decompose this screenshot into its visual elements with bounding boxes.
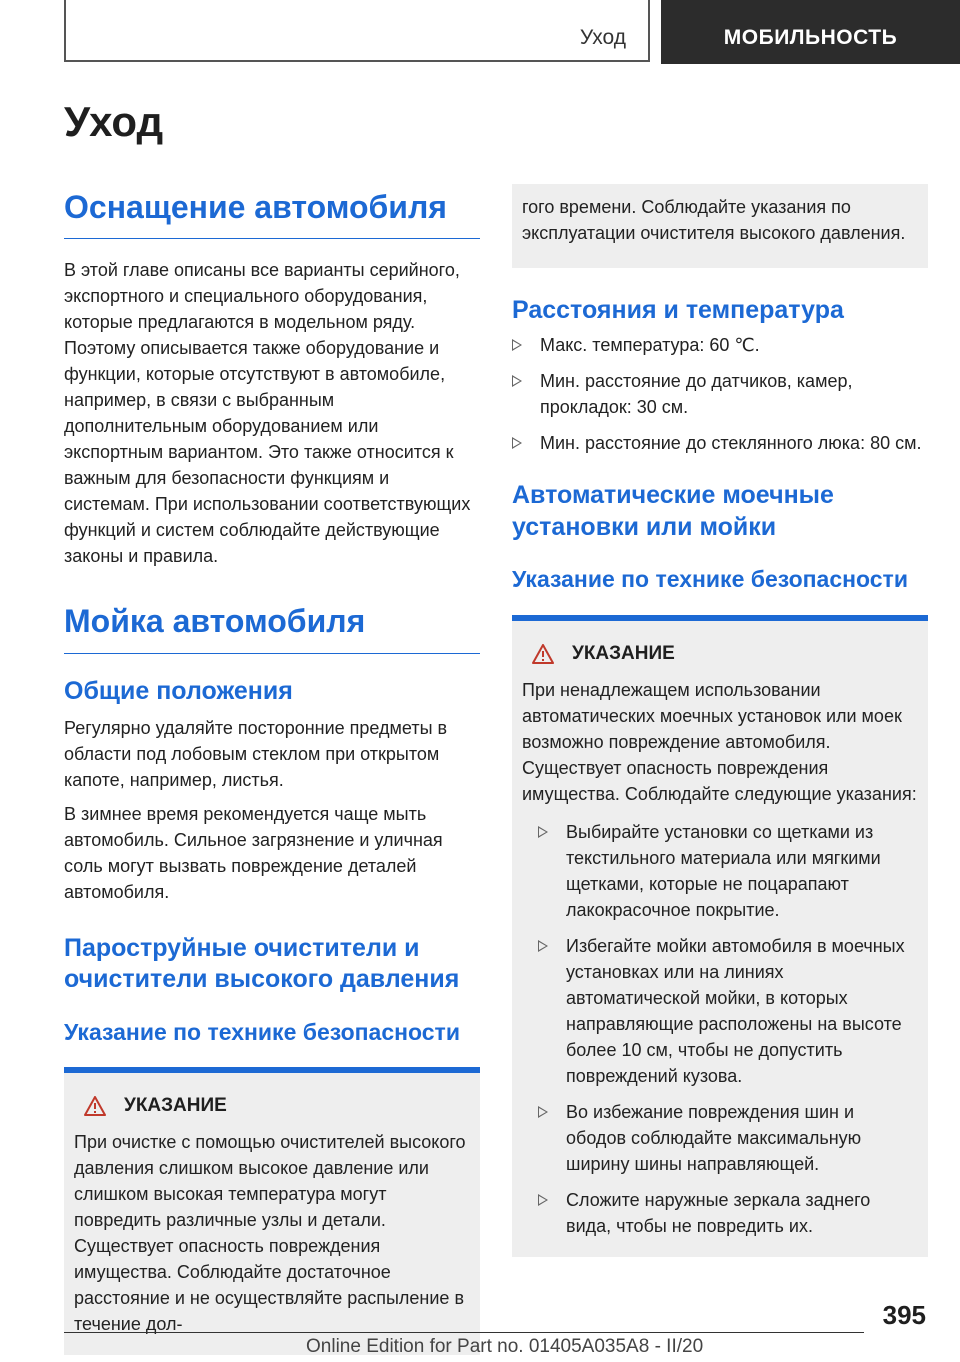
list-item: Мин. расстояние до стеклянного люка: 80 см. [512, 430, 928, 456]
steam-warning-continued [512, 184, 928, 268]
steam-safety-heading: Указание по технике безопасности [64, 1018, 460, 1045]
washing-heading: Мойка автомобиля [64, 602, 480, 653]
warning-header [532, 643, 918, 665]
carwash-safety-heading: Указание по технике безопасности [512, 565, 908, 592]
steam-warning-box [64, 1073, 480, 1355]
warning-triangle-icon [532, 644, 554, 664]
triangle-bullet-icon [538, 1194, 548, 1206]
equipment-heading: Оснащение автомобиля [64, 188, 480, 239]
warning-header [84, 1095, 470, 1117]
header-chapter-tab[interactable]: МОБИЛЬНОСТЬ [661, 0, 960, 64]
warning-triangle-icon [84, 1096, 106, 1116]
steam-warning-text: При очистке с помощью очистителей высокого давления слишком высокое давление или слишком высокая температура могут повредить различные узлы и детали. Существует опасность повреждения имущества. Соблюдайте достаточное расстояние и не осуществляйте распыление в течение дол- [74, 1132, 466, 1335]
carwash-warning-box [512, 621, 928, 1257]
page-number: 395 [882, 1300, 926, 1330]
triangle-bullet-icon [512, 437, 522, 449]
triangle-bullet-icon [512, 375, 522, 387]
header-section-label: Уход [579, 26, 626, 49]
list-item: Избегайте мойки автомобиля в моечных установках или на линиях автоматической мойки, в которых направляющие расположены на высоте более 10 см, чтобы не допустить повреждений кузова. [538, 933, 918, 1089]
distances-heading: Расстояния и температура [512, 296, 844, 324]
triangle-bullet-icon [538, 940, 548, 952]
list-item: Мин. расстояние до датчиков, камер, прокладок: 30 см. [512, 368, 928, 420]
triangle-bullet-icon [538, 826, 548, 838]
warning-label: УКАЗАНИЕ [572, 642, 675, 664]
warning-continued-text: гого времени. Соблюдайте указания по эксплуатации очистителя высокого давления. [522, 197, 906, 243]
equipment-text: В этой главе описаны все варианты серийного, экспортного и специального оборудования, которые предлагаются в модельном ряду. Поэтому описывается также оборудование и функции, которые отсутствуют в автомобиле, например, в связи с выбранным дополнительным оборудованием или экспортным вариантом. Это также относится к важным для безопасности функциям и системам. При использовании соответствующих функций и систем соблюдайте действующие законы и правила. [64, 260, 471, 567]
warning-label: УКАЗАНИЕ [124, 1095, 227, 1117]
carwash-warning-text: При ненадлежащем использовании автоматических моечных установок или моек возможно повреждение автомобиля. Существует опасность повреждения имущества. Соблюдайте следующие указания: [522, 679, 917, 804]
right-column [512, 184, 928, 1257]
list-item: Макс. температура: 60 ℃. [512, 332, 928, 358]
carwash-heading: Автоматические моечные установки или мойки [512, 481, 834, 541]
footer-divider [64, 1332, 864, 1333]
left-column [64, 188, 480, 1355]
list-item: Выбирайте установки со щетками из текстильного материала или мягкими щетками, которые не поцарапают лакокрасочное покрытие. [538, 819, 918, 923]
carwash-list [538, 819, 918, 1239]
general-heading: Общие положения [64, 676, 293, 705]
steam-cleaners-heading: Пароструйные очистители и очистители высокого давления [64, 934, 460, 994]
triangle-bullet-icon [512, 339, 522, 351]
header-box [64, 0, 650, 62]
page-title: Уход [64, 98, 164, 145]
washing-para-1: Регулярно удаляйте посторонние предметы в области под лобовым стеклом при открытом капоте, например, листья. [64, 718, 448, 791]
list-item: Во избежание повреждения шин и ободов соблюдайте максимальную ширину шины направляющей. [538, 1099, 918, 1177]
distances-list [512, 332, 928, 456]
edition-text: Online Edition for Part no. 01405A035A8 - II/20 [306, 1336, 704, 1357]
washing-para-2: В зимнее время рекомендуется чаще мыть автомобиль. Сильное загрязнение и уличная соль могут вызвать повреждение деталей автомобиля. [64, 804, 443, 903]
list-item: Сложите наружные зеркала заднего вида, чтобы не повредить их. [538, 1187, 918, 1239]
triangle-bullet-icon [538, 1106, 548, 1118]
